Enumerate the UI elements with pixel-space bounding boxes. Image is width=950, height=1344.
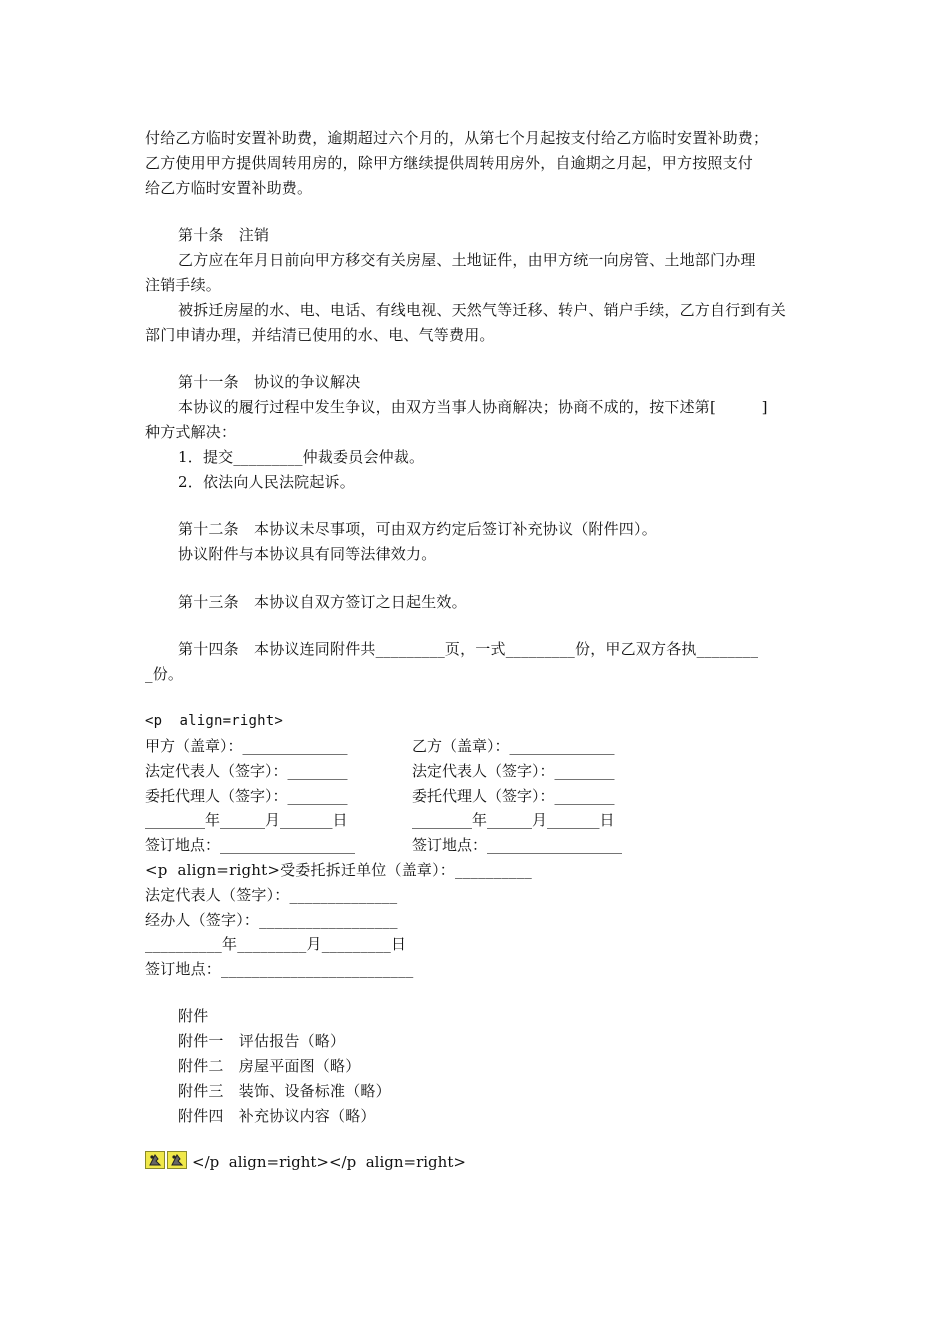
- paragraph-line: 给乙方临时安置补助费。: [145, 179, 313, 197]
- paragraph-line: 本协议的履行过程中发生争议，由双方当事人协商解决；协商不成的，按下述第[ ]: [178, 398, 768, 416]
- attachment-item: 附件四 补充协议内容（略）: [178, 1107, 376, 1125]
- article-10-title: 第十条 注销: [178, 226, 270, 244]
- article-13: 第十三条 本协议自双方签订之日起生效。: [178, 593, 467, 611]
- party-b-agent: 委托代理人（签字）：________: [412, 787, 615, 805]
- entrusted-legal-rep: 法定代表人（签字）：______________: [145, 886, 398, 904]
- paragraph-line: 种方式解决：: [145, 423, 237, 441]
- paragraph-line: 注销手续。: [145, 276, 222, 294]
- party-b-date: ________年______月_______日: [412, 811, 615, 829]
- raw-html-tag: <p align=right>: [145, 713, 284, 729]
- option-item: 1．提交_________仲裁委员会仲裁。: [178, 448, 425, 466]
- article-14: 第十四条 本协议连同附件共_________页，一式_________份，甲乙双方各执________: [178, 640, 759, 658]
- attachment-item: 附件二 房屋平面图（略）: [178, 1057, 361, 1075]
- article-12: 第十二条 本协议未尽事项，可由双方约定后签订补充协议（附件四）。: [178, 520, 657, 538]
- attachment-item: 附件三 装饰、设备标准（略）: [178, 1082, 391, 1100]
- article-11-title: 第十一条 协议的争议解决: [178, 373, 361, 391]
- party-a-agent: 委托代理人（签字）：________: [145, 787, 348, 805]
- entrusted-unit-seal: <p align=right>受委托拆迁单位（盖章）：__________: [145, 861, 533, 879]
- attachments-title: 附件: [178, 1007, 209, 1025]
- party-b-seal: 乙方（盖章）：______________: [412, 737, 615, 755]
- entrusted-handler: 经办人（签字）：__________________: [145, 911, 398, 929]
- paragraph-line: 付给乙方临时安置补助费，逾期超过六个月的，从第七个月起按支付给乙方临时安置补助费；: [145, 129, 769, 147]
- party-b-place: 签订地点：__________________: [412, 836, 623, 854]
- party-a-legal-rep: 法定代表人（签字）：________: [145, 762, 348, 780]
- paragraph-line: 被拆迁房屋的水、电、电话、有线电视、天然气等迁移、转户、销户手续，乙方自行到有关: [178, 301, 787, 319]
- paragraph-line: 部门申请办理，并结清已使用的水、电、气等费用。: [145, 326, 495, 344]
- party-a-date: ________年______月_______日: [145, 811, 348, 829]
- party-b-legal-rep: 法定代表人（签字）：________: [412, 762, 615, 780]
- option-item: 2．依法向人民法院起诉。: [178, 473, 355, 491]
- party-a-place: 签订地点：__________________: [145, 836, 356, 854]
- raw-html-closing-tags: </p align=right></p align=right>: [192, 1153, 466, 1171]
- paragraph-line: _份。: [145, 665, 184, 683]
- party-a-seal: 甲方（盖章）：______________: [145, 737, 348, 755]
- broken-image-icon: [167, 1151, 187, 1169]
- entrusted-date: __________年_________月_________日: [145, 935, 407, 953]
- paragraph-line: 乙方使用甲方提供周转用房的，除甲方继续提供周转用房外，自逾期之月起，甲方按照支付: [145, 154, 754, 172]
- broken-image-icon: [145, 1151, 165, 1169]
- broken-image-icons: [145, 1151, 189, 1170]
- entrusted-place: 签订地点：_________________________: [145, 960, 414, 978]
- attachment-item: 附件一 评估报告（略）: [178, 1032, 346, 1050]
- paragraph-line: 协议附件与本协议具有同等法律效力。: [178, 545, 437, 563]
- paragraph-line: 乙方应在年月日前向甲方移交有关房屋、土地证件，由甲方统一向房管、土地部门办理: [178, 251, 756, 269]
